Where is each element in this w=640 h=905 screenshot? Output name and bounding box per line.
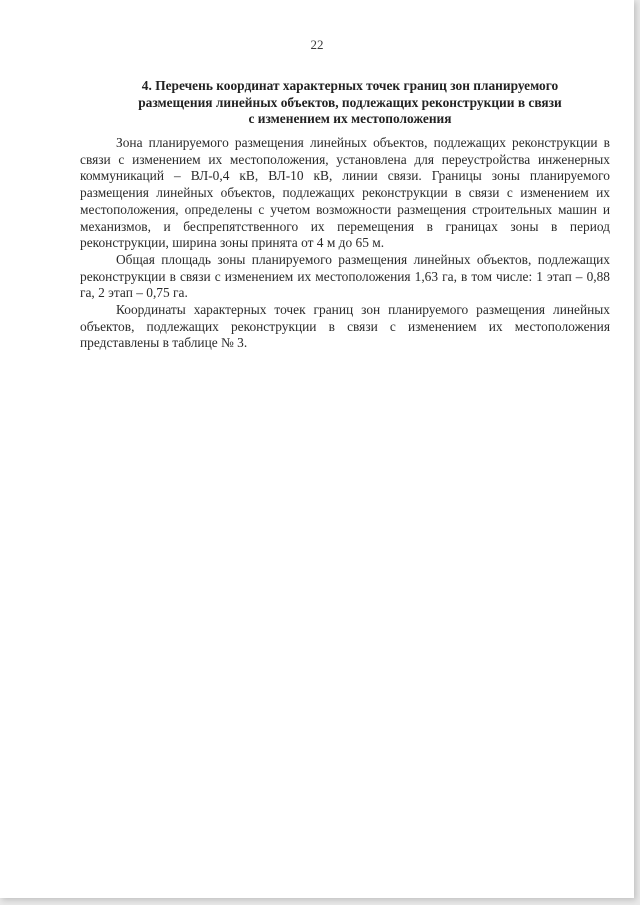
paragraph-total-area: Общая площадь зоны планируемого размещения линейных объектов, подлежащих реконструкции в связи с изменением их местоположения 1,63 га, в том числе: 1 этап – 0,88 га, 2 этап – 0,75 га. [80,251,610,301]
section-heading-line-2: размещения линейных объектов, подлежащих реконструкции в связи [138,94,562,110]
page-number: 22 [310,37,324,52]
section-heading [92,78,608,128]
paragraph-coordinates-reference: Координаты характерных точек границ зон планируемого размещения линейных объектов, подлежащих реконструкции в связи с изменением их местоположения представлены в таблице № 3. [80,302,610,351]
body-text [80,135,610,352]
section-heading-line-3: с изменением их местоположения [248,111,452,126]
paragraph-zone-description: Зона планируемого размещения линейных объектов, подлежащих реконструкции в связи с изменением их местоположения, установлена для переустройства инженерных коммуникаций – ВЛ-0,4 кВ, ВЛ-10 кВ, линии связи. Границы зоны планируемого размещения линейных объектов, подлежащих реконструкции в связи с изменением их местоположения, определены с учетом возможности размещения строительных машин и механизмов, и беспрепятственного их перемещения в границах зоны в период реконструкции, ширина зоны принята от 4 м до 65 м. [80,135,610,251]
section-heading-line-1: 4. Перечень координат характерных точек границ зон планируемого [141,78,559,93]
